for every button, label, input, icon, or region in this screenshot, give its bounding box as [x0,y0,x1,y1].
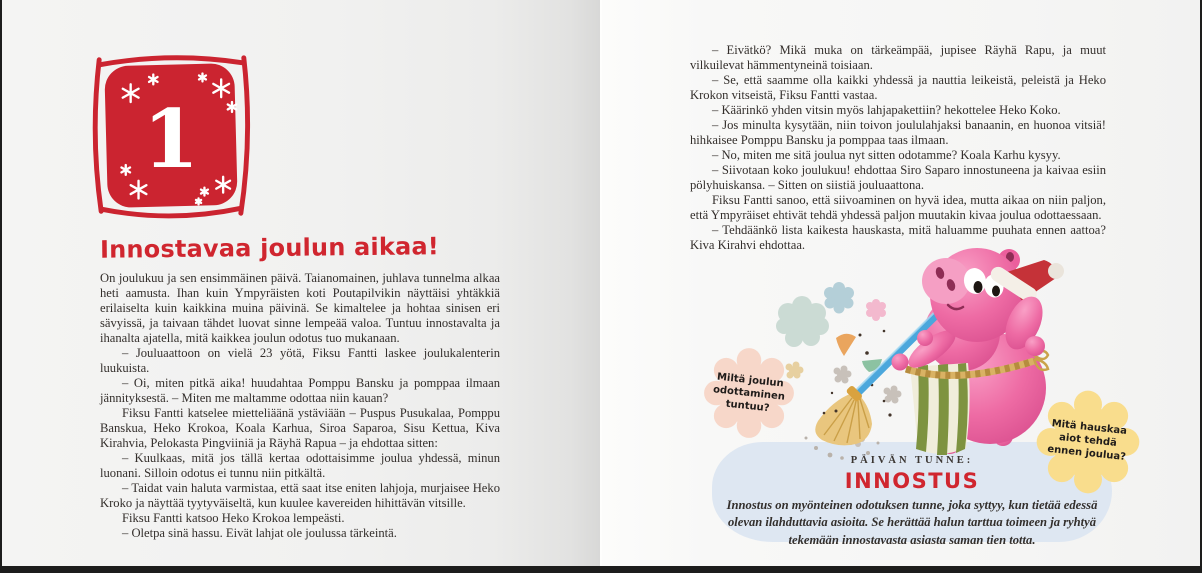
paragraph: Fiksu Fantti sanoo, että siivoaminen on hyvä idea, mutta aikaa on niin paljon, että Ympyräiset ehtivät tehdä yhdessä paljon muutakin kivaa joulua odottaessaan. [690,193,1106,222]
paragraph: – Siivotaan koko joulukuu! ehdottaa Siro Saparo innostuneena ja kaivaa esiin pölyhuiskansa. – Sitten on siistiä jouluaattona. [690,163,1106,192]
paragraph: – Kuulkaas, mitä jos tällä kertaa odottaisimme joulua yhdessä, minun luonani. Silloin odotus ei tunnu niin pitkältä. [100,451,500,480]
paragraph: – Jos minulta kysytään, niin toivon joululahjaksi banaanin, en huonoa vitsiä! hihkaisee Pomppu Bansku ja pomppaa taas ilmaan. [690,118,1106,147]
bubble-question: Miltä joulun odottaminen tuntuu? [712,371,786,414]
pig-character [815,248,1064,455]
broom-bristles [815,392,872,445]
spine-divider [600,0,602,566]
speech-bubble-yellow [1032,386,1144,494]
paragraph: – Se, että saamme olla kaikki yhdessä ja nauttia leikeistä, peleistä ja Heko Krokon vitseistä, Fiksu Fantti vastaa. [690,73,1106,102]
page-title: Innostavaa joulun aikaa! [99,232,440,264]
paragraph: On joulukuu ja sen ensimmäinen päivä. Taianomainen, juhlava tunnelma alkaa heti aamusta. Ihan kuin Ympyräisten koti Poutapilvikin näyttäisi yhtäkkiä erilaiselta kuin kaikkina muina päivinä. Se kimaltelee ja hohtaa sinisen eri sävyissä, ja taivaan tähdet luovat sinne lempeää valoa. Tuntuu innostavalta ja ihanalta ajatella, mitä kaikkea joulun odotus tuo mukanaan. [100,271,500,345]
door-number: 1 [142,91,200,187]
right-page-body [690,43,1106,253]
paragraph: – Tehdäänkö lista kaikesta hauskasta, mitä haluamme puuhata ennen aattoa? Kiva Kirahvi ehdottaa. [690,223,1106,252]
pig-paw [917,330,933,346]
panel-label: PÄIVÄN TUNNE: [850,455,974,466]
paragraph: – Oletpa sinä hassu. Eivät lahjat ole joulussa tärkeintä. [122,526,397,540]
paragraph: – Oi, miten pitkä aika! huudahtaa Pomppu Bansku ja pomppaa ilmaan jännityksestä. – Miten me maltamme odottaa niin kauan? [100,376,500,405]
paragraph: – Jouluaattoon on vielä 23 yötä, Fiksu Fantti laskee joulukalenterin luukuista. [100,346,500,375]
left-page-body [100,271,500,541]
panel-emotion: INNOSTUS [844,469,980,493]
advent-door-1 [86,45,256,227]
bubble-question: Mitä hauskaa aiot tehdä ennen joulua? [1046,417,1128,463]
pig-paw [1025,336,1045,356]
paragraph: Fiksu Fantti katsoo Heko Krokoa lempeästi. [122,511,345,525]
paragraph: Fiksu Fantti katselee mietteliäänä ystäviään – Puspus Pusukalaa, Pomppu Banskua, Heko Krokoa, Koala Karhua, Siroa Saparoa, Sisu Kettua, Kiva Kirahvia, Pelokasta Pingviiniä ja Räyhä Rapua – ja ehdottaa sitten: [100,406,500,450]
paragraph: – Taidat vain haluta varmistaa, että saat itse eniten lahjoja, murjaisee Heko Kroko ja näyttää tyytyväiseltä, kun kuulee kavereiden hihittävän vitsille. [100,481,500,510]
paper-scrap-orange [836,334,856,356]
pig-snout [922,258,970,304]
paragraph: – No, miten me sitä joulua nyt sitten odotamme? Koala Karhu kysyy. [712,148,1061,162]
paragraph: – Eivätkö? Mikä muka on tärkeämpää, jupisee Räyhä Rapu, ja muut vilkuilevat hämmentyneinä toisiaan. [690,43,1106,72]
paragraph: – Käärinkö yhden vitsin myös lahjapakettiin? hekottelee Heko Koko. [712,103,1061,117]
speech-bubble-pink [700,344,798,442]
pig-paw [892,354,909,371]
panel-description: Innostus on myönteinen odotuksen tunne, joka syttyy, kun tietää edessä olevan ilahduttavia asioita. Se herättää halun tarttua toimeen ja ryhtyä tekemään innostavasta asiasta saman tien totta. [726,498,1098,547]
